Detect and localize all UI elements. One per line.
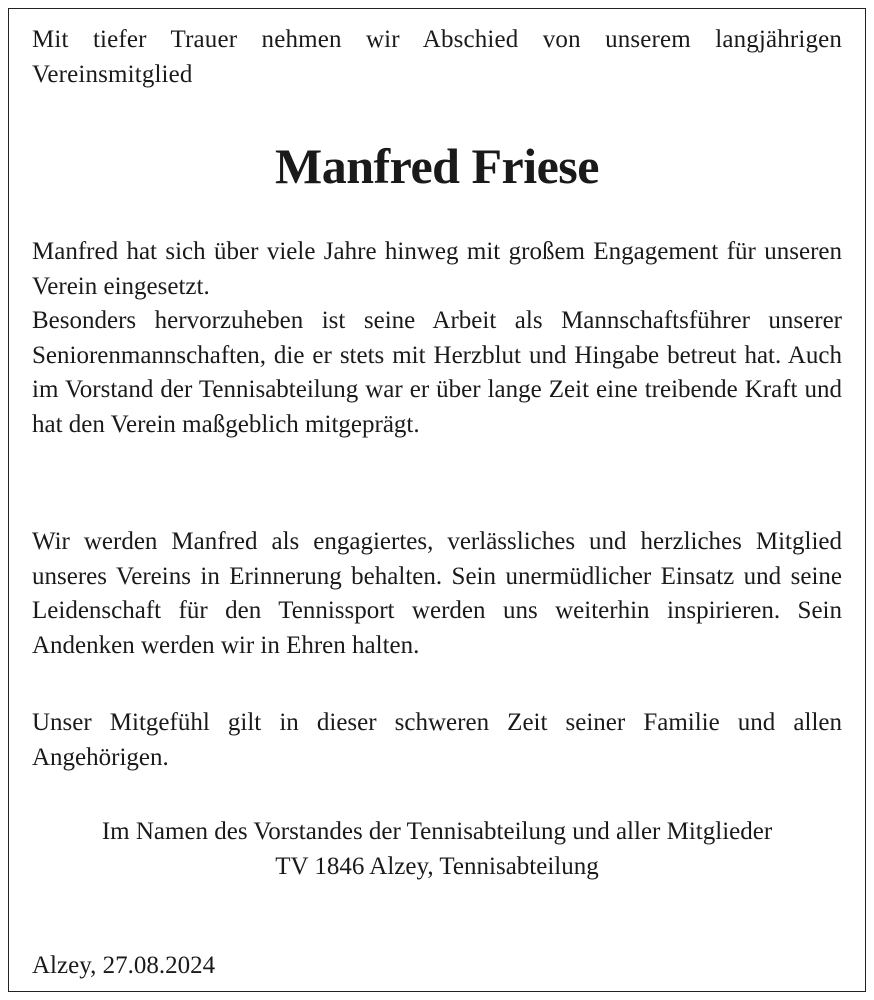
deceased-name: Manfred Friese: [275, 138, 599, 194]
condolence-paragraph: Unser Mitgefühl gilt in dieser schweren Zeit seiner Familie und allen Angehörigen.: [32, 709, 842, 771]
tribute-paragraph-1-line: Manfred hat sich über viele Jahre hinweg mit großem Engagement für unseren Verein eingesetzt.: [32, 238, 842, 300]
signature-line-2: TV 1846 Alzey, Tennisabteilung: [275, 852, 599, 880]
tribute-paragraph-1: [32, 235, 842, 442]
intro-text: Mit tiefer Trauer nehmen wir Abschied von unserem langjährigen Vereinsmitglied: [32, 26, 842, 88]
tribute-paragraph-1b: Besonders hervorzuheben ist seine Arbeit als Mannschaftsführer unserer Seniorenmannschaften, die er stets mit Herzblut und Hingabe betreut hat. Auch im Vorstand der Tennisabteilung war er über lange Zeit eine treibende Kraft und hat den Verein maßgeblich mitgeprägt.: [32, 307, 842, 438]
signature-block: [32, 815, 842, 884]
signature-line-1: Im Namen des Vorstandes der Tennisabteilung und aller Mitglieder: [101, 818, 773, 845]
tribute-paragraph-2: Wir werden Manfred als engagiertes, verlässliches und herzliches Mitglied unseres Vereins in Erinnerung behalten. Sein unermüdlicher Einsatz und seine Leidenschaft für den Tennissport werden uns weiterhin inspirieren. Sein Andenken werden wir in Ehren halten.: [32, 528, 842, 659]
place-date: Alzey, 27.08.2024: [32, 952, 216, 979]
